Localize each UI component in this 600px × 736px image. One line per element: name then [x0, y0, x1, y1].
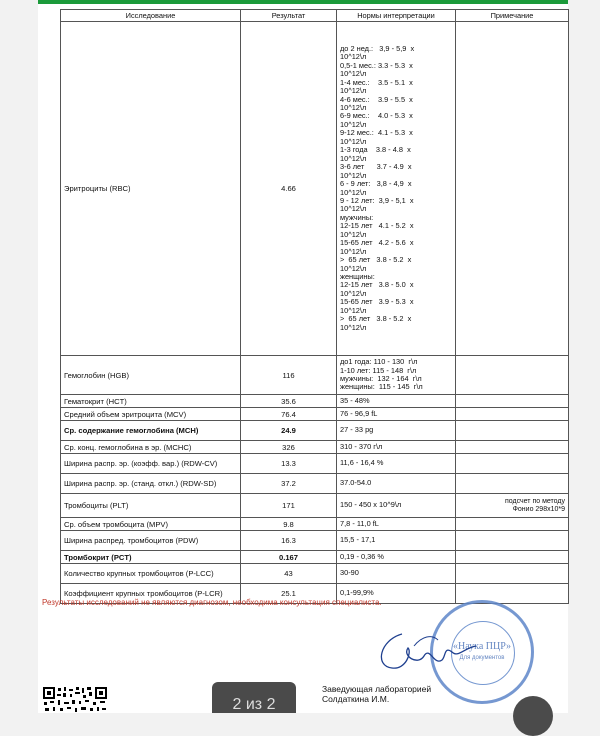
cell-result: 326 — [241, 441, 337, 454]
cell-norm: 76 - 96,9 fL — [337, 408, 456, 421]
cell-norm: 0,19 - 0,36 % — [337, 551, 456, 564]
cell-note: подсчет по методу Фонио 298х10*9 — [456, 494, 569, 518]
cell-note — [456, 518, 569, 531]
cell-test: Эритроциты (RBC) — [61, 22, 241, 356]
cell-result: 9.8 — [241, 518, 337, 531]
cell-note — [456, 531, 569, 551]
cell-norm: 7,8 - 11,0 fL — [337, 518, 456, 531]
cell-result: 35.6 — [241, 395, 337, 408]
cell-note — [456, 441, 569, 454]
cell-test: Ср. содержание гемоглобина (MCH) — [61, 421, 241, 441]
cell-note — [456, 474, 569, 494]
page-indicator[interactable]: 2 из 2 — [212, 682, 296, 713]
cell-norm: 15,5 - 17,1 — [337, 531, 456, 551]
cell-result: 24.9 — [241, 421, 337, 441]
cell-norm: 37.0-54.0 — [337, 474, 456, 494]
signature-block — [322, 684, 431, 704]
cell-norm: 35 - 48% — [337, 395, 456, 408]
cell-result: 43 — [241, 564, 337, 584]
cell-test: Ширина распред. тромбоцитов (PDW) — [61, 531, 241, 551]
cell-test: Тромбоциты (PLT) — [61, 494, 241, 518]
cell-test: Средний объем эритроцита (MCV) — [61, 408, 241, 421]
results-table — [60, 9, 569, 604]
signature-image — [372, 626, 482, 676]
cell-note — [456, 454, 569, 474]
cell-note — [456, 22, 569, 356]
table-row — [61, 564, 569, 584]
cell-test: Ср. конц. гемоглобина в эр. (MCHC) — [61, 441, 241, 454]
table-row — [61, 494, 569, 518]
header-result: Результат — [241, 10, 337, 22]
cell-result: 16.3 — [241, 531, 337, 551]
cell-note — [456, 421, 569, 441]
stamp-name: «Наука ПЦР» — [452, 641, 512, 652]
cell-test: Гематокрит (HCT) — [61, 395, 241, 408]
cell-norm: 150 - 450 х 10^9\л — [337, 494, 456, 518]
stamp-sub: Для документов — [459, 655, 505, 661]
document-page — [38, 0, 568, 713]
cell-norm: 0,1-99,9% — [337, 584, 456, 604]
cell-result: 25.1 — [241, 584, 337, 604]
cell-test: Тромбокрит (PCT) — [61, 551, 241, 564]
cell-note — [456, 356, 569, 395]
cell-test: Коэффициент крупных тромбоцитов (P-LCR) — [61, 584, 241, 604]
table-row — [61, 474, 569, 494]
cell-result: 171 — [241, 494, 337, 518]
cell-note — [456, 564, 569, 584]
table-row — [61, 531, 569, 551]
cell-norm: 11,6 - 16,4 % — [337, 454, 456, 474]
table-header-row — [61, 10, 569, 22]
table-row — [61, 551, 569, 564]
cell-test: Количество крупных тромбоцитов (P-LCC) — [61, 564, 241, 584]
table-row — [61, 356, 569, 395]
cell-note — [456, 395, 569, 408]
header-norm: Нормы интерпретации — [337, 10, 456, 22]
cell-result: 37.2 — [241, 474, 337, 494]
cell-test: Ширина распр. эр. (коэфф. вар.) (RDW-CV) — [61, 454, 241, 474]
table-row — [61, 22, 569, 356]
cell-test: Ср. объем тромбоцита (MPV) — [61, 518, 241, 531]
cell-test: Ширина распр. эр. (станд. откл.) (RDW-SD) — [61, 474, 241, 494]
cell-norm: до 2 нед.: 3,9 - 5,9 х 10^12\л 0,5-1 мес.: 3.3 - 5.3 х 10^12\л 1-4 мес.: 3.5 - 5.1 х 10^12\л 4-6 мес.: 3.9 - 5.5 х 10^12\л 6-9 мес.: 4.0 - 5.3 х 10^12\л 9-12 мес.: 4.1 - 5.3 х 10^12\л 1-3 года 3.8 - 4.8 х 10^12\л 3-6 лет 3.7 - 4.9 х 10^12\л 6 - 9 лет: 3,8 - 4,9 х 10^12\л 9 - 12 лет: 3,9 - 5,1 х 10^12\л мужчины: 12-15 лет 4.1 - 5.2 х 10^12\л 15-65 лет 4.2 - 5.6 х 10^12\л > 65 лет 3.8 - 5.2 х 10^12\л женщины: 12-15 лет 3.8 - 5.0 х 10^12\л 15-65 лет 3.9 - 5.3 х 10^12\л > 65 лет 3.8 - 5.2 х 10^12\л — [337, 22, 456, 356]
cell-test: Гемоглобин (HGB) — [61, 356, 241, 395]
cell-note — [456, 408, 569, 421]
table-row — [61, 454, 569, 474]
cell-result: 13.3 — [241, 454, 337, 474]
table-row — [61, 395, 569, 408]
signature-name: Солдаткина И.М. — [322, 694, 390, 704]
disclaimer-text: Результаты исследований не являются диагнозом, необходима консультация специалиста. — [42, 598, 382, 607]
cell-norm: до1 года: 110 - 130 г\л 1-10 лет: 115 - 148 г\л мужчины: 132 - 164 г\л женщины: 115 - 145 г\л — [337, 356, 456, 395]
cell-note — [456, 551, 569, 564]
cell-result: 76.4 — [241, 408, 337, 421]
table-row — [61, 518, 569, 531]
signature-title: Заведующая лабораторией — [322, 684, 432, 694]
header-note: Примечание — [456, 10, 569, 22]
header-accent-bar — [38, 0, 568, 4]
cell-result: 4.66 — [241, 22, 337, 356]
cell-result: 116 — [241, 356, 337, 395]
cell-norm: 27 - 33 pg — [337, 421, 456, 441]
cell-result: 0.167 — [241, 551, 337, 564]
cell-norm: 30-90 — [337, 564, 456, 584]
qr-code-icon — [42, 686, 108, 713]
table-row — [61, 441, 569, 454]
floating-action-button[interactable] — [513, 696, 553, 736]
table-row — [61, 408, 569, 421]
cell-norm: 310 - 370 г\л — [337, 441, 456, 454]
table-row — [61, 421, 569, 441]
header-test: Исследование — [61, 10, 241, 22]
